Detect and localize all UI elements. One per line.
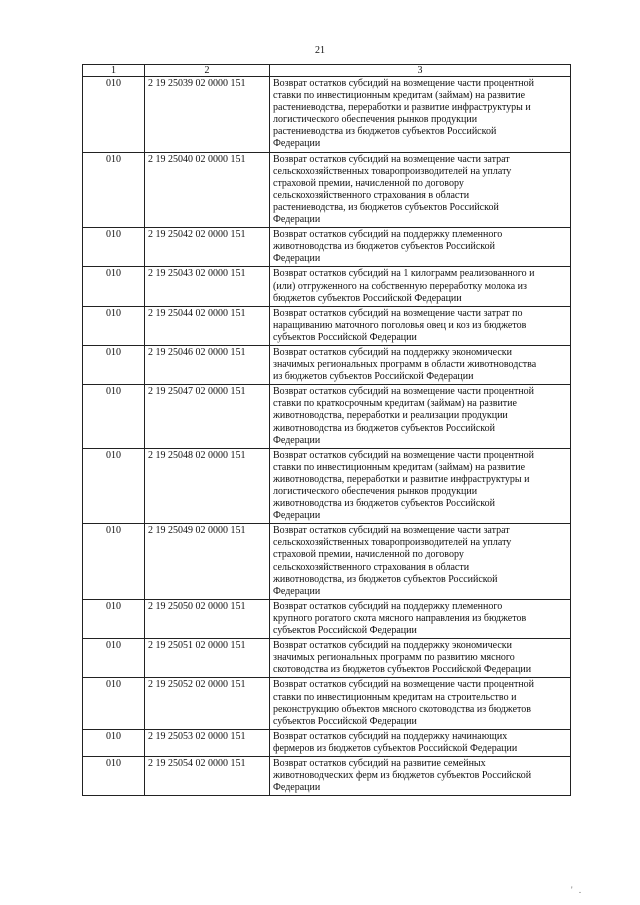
admin-code-cell: 010 (83, 756, 145, 795)
admin-code-cell: 010 (83, 228, 145, 267)
description-line: растениеводства, переработки и развитие инфраструктуры и (273, 102, 531, 114)
description-line: Возврат остатков субсидий на возмещение части процентной (273, 679, 535, 691)
budget-code-cell: 2 19 25050 02 0000 151 (145, 599, 270, 638)
admin-code-cell: 010 (83, 385, 145, 448)
description-line: крупного рогатого скота мясного направления из бюджетов (273, 612, 527, 624)
description-line: животноводства из бюджетов субъектов Российской (273, 498, 496, 510)
description-line: страховой премии, начисленной по договору (273, 549, 464, 561)
description-line: Федерации (273, 510, 321, 522)
description-line: Возврат остатков субсидий на поддержку экономически (273, 640, 512, 652)
admin-code-cell: 010 (83, 639, 145, 678)
description-line: Возврат остатков субсидий на возмещение части процентной (273, 449, 535, 461)
description-line: Возврат остатков субсидий на развитие семейных (273, 757, 486, 769)
table-row (83, 152, 571, 228)
description-line: страховой премии, начисленной по договору (273, 177, 464, 189)
description-line: (или) отгруженного на собственную переработку молока из (273, 280, 527, 292)
description-line: ставки по инвестиционным кредитам (займам) на развитие (273, 90, 526, 102)
table-row (83, 385, 571, 448)
description-line: Возврат остатков субсидий на возмещение части процентной (273, 78, 535, 89)
description-line: животноводства, из бюджетов субъектов Российской (273, 573, 498, 585)
admin-code-cell: 010 (83, 448, 145, 524)
description-line: Возврат остатков субсидий на поддержку племенного (273, 600, 503, 612)
description-line: наращиванию маточного поголовья овец и коз из бюджетов (273, 319, 527, 331)
page-number: 21 (315, 45, 325, 56)
description-line: ставки по инвестиционным кредитам на строительство и (273, 691, 517, 703)
description-line: бюджетов субъектов Российской Федерации (273, 292, 462, 304)
description-line: растениеводства, из бюджетов субъектов Российской (273, 201, 499, 213)
description-cell (270, 267, 571, 306)
description-line: субъектов Российской Федерации (273, 715, 417, 727)
budget-code-cell: 2 19 25040 02 0000 151 (145, 152, 270, 228)
description-line: ставки по краткосрочным кредитам (займам) на развитие (273, 398, 517, 410)
column-header-3: 3 (270, 65, 571, 77)
budget-code-cell: 2 19 25053 02 0000 151 (145, 729, 270, 756)
budget-code-cell: 2 19 25051 02 0000 151 (145, 639, 270, 678)
description-line: сельскохозяйственного страхования в области (273, 189, 470, 201)
description-cell (270, 77, 571, 153)
description-line: значимых региональных программ по развитию мясного (273, 652, 515, 664)
description-line: Федерации (273, 253, 321, 265)
description-line: Федерации (273, 585, 321, 597)
description-cell (270, 306, 571, 345)
description-line: Возврат остатков субсидий на возмещение части затрат по (273, 307, 523, 319)
description-line: ставки по инвестиционным кредитам (займам) на развитие (273, 461, 526, 473)
table-row (83, 77, 571, 153)
description-line: Возврат остатков субсидий на 1 килограмм реализованного и (273, 268, 535, 280)
description-cell (270, 678, 571, 729)
description-line: логистического обеспечения рынков продукции (273, 486, 478, 497)
column-header-1: 1 (83, 65, 145, 77)
description-line: животноводства, переработки и реализации продукции (273, 410, 508, 422)
admin-code-cell: 010 (83, 729, 145, 756)
description-line: скотоводства из бюджетов субъектов Российской Федерации (273, 664, 532, 676)
description-cell (270, 639, 571, 678)
description-line: Федерации (273, 434, 321, 446)
budget-code-cell: 2 19 25048 02 0000 151 (145, 448, 270, 524)
description-line: значимых региональных программ в области животноводства (273, 359, 537, 371)
description-line: Федерации (273, 782, 321, 794)
description-cell (270, 228, 571, 267)
budget-code-cell: 2 19 25044 02 0000 151 (145, 306, 270, 345)
table-row (83, 678, 571, 729)
admin-code-cell: 010 (83, 306, 145, 345)
description-line: Возврат остатков субсидий на возмещение части процентной (273, 386, 535, 398)
budget-code-cell: 2 19 25043 02 0000 151 (145, 267, 270, 306)
table-row (83, 756, 571, 795)
admin-code-cell: 010 (83, 524, 145, 600)
table-header-row (83, 65, 571, 77)
description-line: Возврат остатков субсидий на поддержку экономически (273, 346, 512, 358)
admin-code-cell: 010 (83, 599, 145, 638)
description-line: логистического обеспечения рынков продукции (273, 114, 478, 126)
admin-code-cell: 010 (83, 152, 145, 228)
description-line: Возврат остатков субсидий на возмещение части затрат (273, 525, 510, 537)
table-row (83, 729, 571, 756)
admin-code-cell: 010 (83, 267, 145, 306)
description-line: сельскохозяйственных товаропроизводителей на уплату (273, 165, 512, 177)
budget-code-cell: 2 19 25042 02 0000 151 (145, 228, 270, 267)
description-cell (270, 599, 571, 638)
admin-code-cell: 010 (83, 678, 145, 729)
budget-code-cell: 2 19 25047 02 0000 151 (145, 385, 270, 448)
description-cell (270, 756, 571, 795)
table-body (83, 65, 571, 796)
table-row (83, 345, 571, 384)
table-row (83, 267, 571, 306)
column-header-2: 2 (145, 65, 270, 77)
scan-mark: ' . (571, 885, 584, 895)
description-cell (270, 345, 571, 384)
description-line: сельскохозяйственных товаропроизводителей на уплату (273, 537, 512, 549)
description-line: растениеводства из бюджетов субъектов Российской (273, 126, 497, 138)
description-cell (270, 729, 571, 756)
description-line: животноводства из бюджетов субъектов Российской (273, 241, 496, 253)
description-line: из бюджетов субъектов Российской Федерации (273, 371, 474, 383)
table-row (83, 306, 571, 345)
description-line: субъектов Российской Федерации (273, 625, 417, 637)
budget-code-cell: 2 19 25052 02 0000 151 (145, 678, 270, 729)
description-line: животноводческих ферм из бюджетов субъектов Российской (273, 770, 532, 782)
description-line: реконструкцию объектов мясного скотоводства из бюджетов (273, 703, 531, 715)
table-row (83, 448, 571, 524)
table-row (83, 524, 571, 600)
admin-code-cell: 010 (83, 77, 145, 153)
description-line: Федерации (273, 214, 321, 226)
description-line: животноводства из бюджетов субъектов Российской (273, 422, 496, 434)
budget-code-cell: 2 19 25049 02 0000 151 (145, 524, 270, 600)
description-cell (270, 152, 571, 228)
description-line: Возврат остатков субсидий на возмещение части затрат (273, 153, 510, 165)
description-cell (270, 448, 571, 524)
description-line: Федерации (273, 138, 321, 150)
table-row (83, 639, 571, 678)
description-line: Возврат остатков субсидий на поддержку племенного (273, 229, 503, 241)
table-row (83, 228, 571, 267)
table-row (83, 599, 571, 638)
description-line: фермеров из бюджетов субъектов Российской Федерации (273, 742, 518, 754)
description-cell (270, 524, 571, 600)
budget-codes-table (82, 64, 571, 796)
budget-code-cell: 2 19 25054 02 0000 151 (145, 756, 270, 795)
description-cell (270, 385, 571, 448)
admin-code-cell: 010 (83, 345, 145, 384)
description-line: животноводства, переработки и развитие инфраструктуры и (273, 473, 530, 485)
description-line: сельскохозяйственного страхования в области (273, 561, 470, 573)
description-line: Возврат остатков субсидий на поддержку начинающих (273, 730, 508, 742)
description-line: субъектов Российской Федерации (273, 331, 417, 343)
budget-code-cell: 2 19 25039 02 0000 151 (145, 77, 270, 153)
budget-code-cell: 2 19 25046 02 0000 151 (145, 345, 270, 384)
